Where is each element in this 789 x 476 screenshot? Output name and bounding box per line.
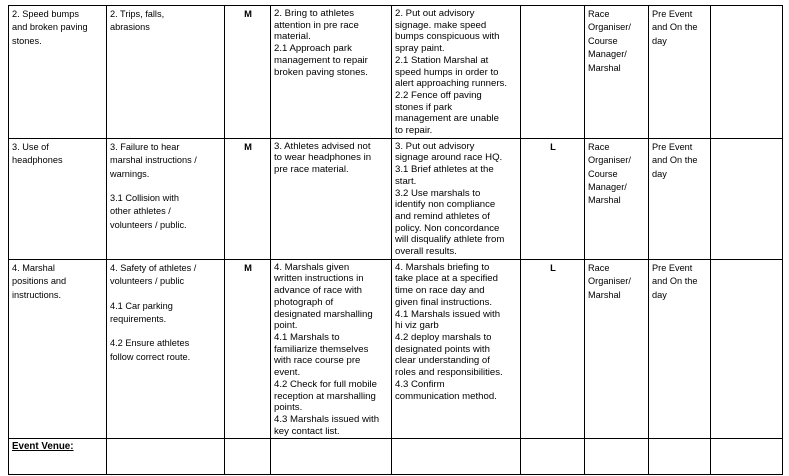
- existing-controls-cell: 3. Athletes advised not to wear headphones in pre race material.: [271, 138, 392, 259]
- completed-cell: [711, 6, 783, 139]
- event-venue-label: Event Venue:: [12, 441, 74, 453]
- timescale-cell: Pre Event and On the day: [649, 259, 711, 439]
- risk-cell: 4. Safety of athletes / volunteers / public 4.1 Car parking requirements. 4.2 Ensure athletes follow correct route.: [107, 259, 225, 439]
- venue-label-cell: [9, 439, 107, 475]
- hazard-cell: 2. Speed bumps and broken paving stones.: [9, 6, 107, 139]
- empty-cell: [392, 439, 521, 475]
- rating-after-cell: L: [521, 259, 585, 439]
- completed-cell: [711, 259, 783, 439]
- responsible-cell: Race Organiser/ Marshal: [585, 259, 649, 439]
- venue-row: [9, 439, 783, 475]
- timescale-cell: Pre Event and On the day: [649, 138, 711, 259]
- empty-cell: [271, 439, 392, 475]
- empty-cell: [711, 439, 783, 475]
- empty-cell: [585, 439, 649, 475]
- responsible-cell: Race Organiser/ Course Manager/ Marshal: [585, 6, 649, 139]
- existing-controls-cell: 4. Marshals given written instructions in advance of race with photograph of designated marshalling point. 4.1 Marshals to familiarize themselves with race course pre event. 4.2 Check for full mobile reception at marshalling points. 4.3 Marshals issued with key contact list.: [271, 259, 392, 439]
- existing-controls-cell: 2. Bring to athletes attention in pre race material. 2.1 Approach park management to repair broken paving stones.: [271, 6, 392, 139]
- rating-before-cell: M: [225, 259, 271, 439]
- empty-cell: [521, 439, 585, 475]
- responsible-cell: Race Organiser/ Course Manager/ Marshal: [585, 138, 649, 259]
- table-row: [9, 138, 783, 259]
- completed-cell: [711, 138, 783, 259]
- hazard-cell: 3. Use of headphones: [9, 138, 107, 259]
- table-row: [9, 6, 783, 139]
- table-row: [9, 259, 783, 439]
- empty-cell: [225, 439, 271, 475]
- further-controls-cell: 4. Marshals briefing to take place at a specified time on race day and given final instructions. 4.1 Marshals issued with hi viz garb 4.2 deploy marshals to designated points with clear understanding of roles and responsibilities. 4.3 Confirm communication method.: [392, 259, 521, 439]
- timescale-cell: Pre Event and On the day: [649, 6, 711, 139]
- rating-after-cell: L: [521, 138, 585, 259]
- empty-cell: [649, 439, 711, 475]
- risk-cell: 3. Failure to hear marshal instructions / warnings. 3.1 Collision with other athletes / volunteers / public.: [107, 138, 225, 259]
- rating-before-cell: M: [225, 6, 271, 139]
- rating-after-cell: [521, 6, 585, 139]
- empty-cell: [107, 439, 225, 475]
- rating-before-cell: M: [225, 138, 271, 259]
- hazard-cell: 4. Marshal positions and instructions.: [9, 259, 107, 439]
- further-controls-cell: 3. Put out advisory signage around race HQ. 3.1 Brief athletes at the start. 3.2 Use marshals to identify non compliance and remind athletes of policy. Non concordance will disqualify athlete from overall results.: [392, 138, 521, 259]
- risk-cell: 2. Trips, falls, abrasions: [107, 6, 225, 139]
- risk-assessment-table: [8, 5, 783, 475]
- further-controls-cell: 2. Put out advisory signage. make speed bumps conspicuous with spray paint. 2.1 Station Marshal at speed humps in order to alert approaching runners. 2.2 Fence off paving stones if park management are unable to repair.: [392, 6, 521, 139]
